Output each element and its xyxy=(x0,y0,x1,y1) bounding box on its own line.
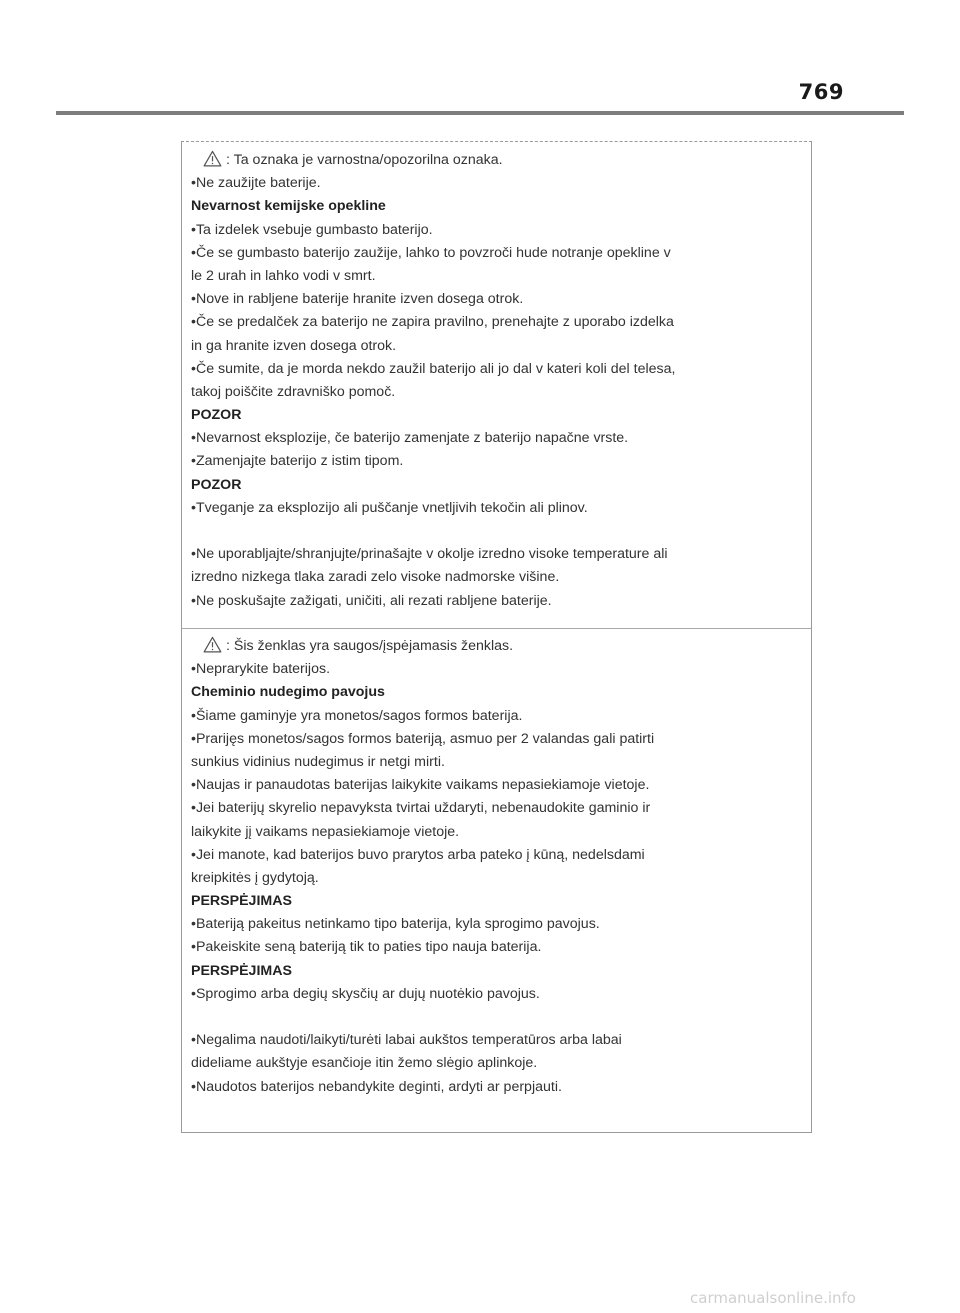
section-heading: Nevarnost kemijske opekline xyxy=(191,198,386,215)
section-heading: Cheminio nudegimo pavojus xyxy=(191,684,385,701)
bullet-item: •Nove in rabljene baterije hranite izven dosega otrok. xyxy=(191,291,524,308)
bullet-item: •Naudotos baterijos nebandykite deginti, ardyti ar perpjauti. xyxy=(191,1078,562,1095)
bullet-item: •Neprarykite baterijos. xyxy=(191,661,331,678)
bullet-continuation: laikykite jį vaikams nepasiekiamoje vietoje. xyxy=(191,823,460,840)
section-heading: PERSPĖJIMAS xyxy=(191,962,292,979)
bullet-item: •Bateriją pakeitus netinkamo tipo baterija, kyla sprogimo pavojus. xyxy=(191,916,600,933)
bullet-item: •Ta izdelek vsebuje gumbasto baterijo. xyxy=(191,221,433,238)
bullet-continuation: sunkius vidinius nudegimus ir netgi mirti. xyxy=(191,753,445,770)
watermark-url: carmanualsonline.info xyxy=(690,1289,856,1307)
bullet-item: •Če se predalček za baterijo ne zapira pravilno, prenehajte z uporabo izdelka xyxy=(191,314,674,331)
section-divider xyxy=(182,628,811,629)
bullet-item: •Jei baterijų skyrelio nepavyksta tvirtai uždaryti, nebenaudokite gaminio ir xyxy=(191,800,651,817)
bullet-item: •Če se gumbasto baterijo zaužije, lahko to povzroči hude notranje opekline v xyxy=(191,244,671,261)
blank-line xyxy=(191,1006,803,1029)
bullet-item: •Negalima naudoti/laikyti/turėti labai aukštos temperatūros arba labai xyxy=(191,1032,622,1049)
battery-warning-box xyxy=(181,141,812,1133)
bullet-item: •Zamenjajte baterijo z istim tipom. xyxy=(191,453,404,470)
bullet-item: •Tveganje za eksplozijo ali puščanje vnetljivih tekočin ali plinov. xyxy=(191,499,588,516)
section-heading: POZOR xyxy=(191,476,242,493)
bullet-item: •Prarijęs monetos/sagos formos bateriją, asmuo per 2 valandas gali patirti xyxy=(191,730,655,747)
warning-symbol-line xyxy=(191,149,803,172)
warning-symbol-text: : Šis ženklas yra saugos/įspėjamasis ženklas. xyxy=(226,638,514,654)
bullet-item: •Naujas ir panaudotas baterijas laikykite vaikams nepasiekiamoje vietoje. xyxy=(191,777,650,794)
bullet-continuation: dideliame aukštyje esančioje itin žemo slėgio aplinkoje. xyxy=(191,1055,538,1072)
bullet-item: •Ne uporabljajte/shranjujte/prinašajte v okolje izredno visoke temperature ali xyxy=(191,546,668,563)
bullet-item: •Ne poskušajte zažigati, uničiti, ali rezati rabljene baterije. xyxy=(191,592,552,609)
section-heading: POZOR xyxy=(191,407,242,424)
bullet-item: •Jei manote, kad baterijos buvo prarytos arba pateko į kūną, nedelsdami xyxy=(191,846,645,863)
bullet-continuation: takoj poiščite zdravniško pomoč. xyxy=(191,383,396,400)
warning-section-lithuanian xyxy=(182,635,811,1099)
bullet-continuation: izredno nizkega tlaka zaradi zelo visoke nadmorske višine. xyxy=(191,569,560,586)
warning-triangle-icon xyxy=(203,150,222,167)
bullet-item: •Sprogimo arba degių skysčių ar dujų nuotėkio pavojus. xyxy=(191,985,540,1002)
bullet-continuation: kreipkitės į gydytoją. xyxy=(191,869,319,886)
bullet-item: •Šiame gaminyje yra monetos/sagos formos baterija. xyxy=(191,707,523,724)
header-rule xyxy=(56,111,904,115)
bullet-continuation: le 2 urah in lahko vodi v smrt. xyxy=(191,267,376,284)
warning-symbol-text: : Ta oznaka je varnostna/opozorilna oznaka. xyxy=(226,152,503,168)
section-lines xyxy=(191,172,803,613)
warning-triangle-icon xyxy=(203,636,222,653)
page-number: 769 xyxy=(798,80,844,104)
bullet-item: •Pakeiskite seną bateriją tik to paties tipo nauja baterija. xyxy=(191,939,542,956)
section-heading: PERSPĖJIMAS xyxy=(191,893,292,910)
bullet-item: •Če sumite, da je morda nekdo zaužil baterijo ali jo dal v kateri koli del telesa, xyxy=(191,360,676,377)
bullet-item: •Ne zaužijte baterije. xyxy=(191,175,321,192)
blank-line xyxy=(191,520,803,543)
bullet-continuation: in ga hranite izven dosega otrok. xyxy=(191,337,397,354)
warning-section-slovenian xyxy=(182,149,811,613)
section-lines xyxy=(191,658,803,1099)
warning-symbol-line xyxy=(191,635,803,658)
bullet-item: •Nevarnost eksplozije, če baterijo zamenjate z baterijo napačne vrste. xyxy=(191,430,629,447)
